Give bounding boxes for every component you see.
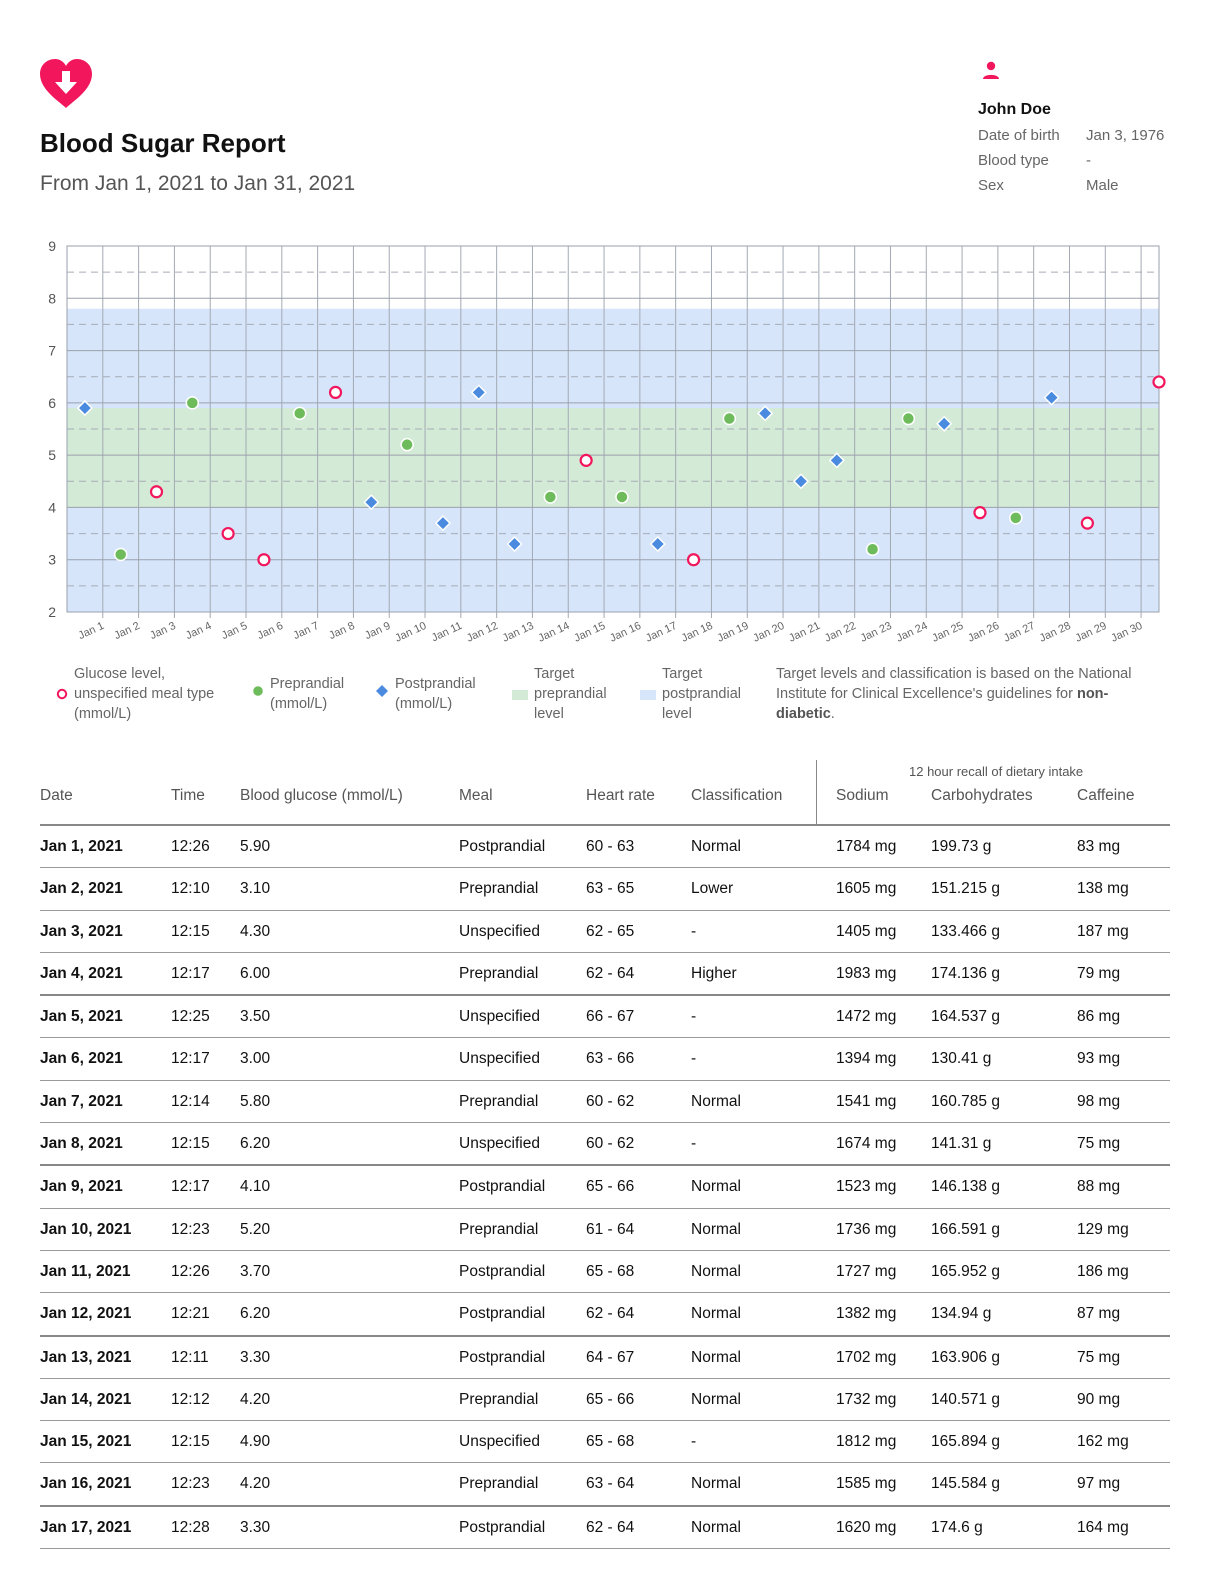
cell-carbohydrates: 145.584 g	[931, 1475, 1000, 1493]
cell-sodium: 1732 mg	[836, 1390, 897, 1408]
x-tick-label: Jan 16	[608, 619, 644, 645]
cell-time: 12:23	[171, 1475, 210, 1493]
x-tick-label: Jan 6	[255, 619, 286, 643]
x-tick-label: Jan 28	[1037, 619, 1073, 645]
preprandial-point	[401, 439, 413, 451]
cell-date: Jan 13, 2021	[40, 1348, 132, 1366]
cell-sodium: 1702 mg	[836, 1348, 897, 1366]
preprandial-point	[115, 548, 127, 560]
table-row	[40, 868, 1170, 910]
cell-sodium: 1674 mg	[836, 1135, 897, 1153]
cell-classification: -	[691, 1135, 697, 1153]
x-tick-label: Jan 25	[930, 619, 966, 645]
unspecified-point	[258, 554, 269, 565]
table-row	[40, 1293, 1170, 1336]
table-row	[40, 953, 1170, 996]
cell-caffeine: 187 mg	[1077, 922, 1129, 940]
cell-time: 12:28	[171, 1518, 210, 1536]
table-row	[40, 1081, 1170, 1123]
col-glucose-header: Blood glucose (mmol/L)	[240, 787, 403, 804]
cell-sodium: 1736 mg	[836, 1220, 897, 1238]
cell-caffeine: 129 mg	[1077, 1220, 1129, 1238]
x-tick-label: Jan 27	[1001, 619, 1037, 645]
legend-unspecified-label: Glucose level, unspecified meal type (mmol/L)	[74, 666, 215, 722]
cell-sodium: 1541 mg	[836, 1092, 897, 1110]
preprandial-point	[616, 491, 628, 503]
y-tick-label: 6	[48, 394, 56, 411]
cell-glucose: 6.00	[240, 964, 271, 982]
cell-time: 12:10	[171, 880, 210, 898]
cell-classification: Normal	[691, 1390, 741, 1408]
preprandial-point	[1010, 512, 1022, 524]
cell-sodium: 1983 mg	[836, 964, 897, 982]
blood-type-value: -	[1086, 152, 1091, 169]
cell-caffeine: 98 mg	[1077, 1092, 1121, 1110]
cell-carbohydrates: 163.906 g	[931, 1348, 1000, 1366]
table-row	[40, 996, 1170, 1038]
cell-glucose: 4.30	[240, 922, 271, 940]
x-tick-label: Jan 23	[858, 619, 894, 645]
cell-date: Jan 8, 2021	[40, 1135, 123, 1153]
col-classification-header: Classification	[691, 787, 783, 804]
patient-info	[978, 60, 1198, 194]
cell-carbohydrates: 174.136 g	[931, 964, 1000, 982]
cell-sodium: 1605 mg	[836, 880, 897, 898]
cell-sodium: 1585 mg	[836, 1475, 897, 1493]
cell-heart-rate: 61 - 64	[586, 1220, 635, 1238]
cell-caffeine: 186 mg	[1077, 1262, 1129, 1280]
table-row	[40, 1421, 1170, 1463]
x-tick-label: Jan 14	[536, 619, 572, 645]
cell-classification: Normal	[691, 1518, 741, 1536]
cell-meal: Unspecified	[459, 1433, 540, 1451]
x-tick-label: Jan 18	[679, 619, 715, 645]
y-tick-label: 2	[48, 604, 56, 620]
cell-classification: Normal	[691, 1220, 741, 1238]
cell-classification: -	[691, 922, 697, 940]
legend-target-postprandial	[640, 664, 760, 724]
table-row	[40, 911, 1170, 953]
cell-carbohydrates: 164.537 g	[931, 1008, 1000, 1026]
cell-carbohydrates: 130.41 g	[931, 1050, 992, 1068]
x-tick-label: Jan 29	[1073, 619, 1109, 645]
cell-heart-rate: 63 - 64	[586, 1475, 635, 1493]
preprandial-point	[723, 413, 735, 425]
col-carbohydrates-header: Carbohydrates	[931, 787, 1033, 804]
target-preprandial-band	[67, 408, 1159, 507]
cell-heart-rate: 60 - 62	[586, 1092, 635, 1110]
col-time-header: Time	[171, 787, 205, 804]
col-caffeine-header: Caffeine	[1077, 787, 1135, 804]
x-tick-label: Jan 7	[291, 619, 321, 643]
unspecified-point	[581, 455, 592, 466]
cell-date: Jan 17, 2021	[40, 1518, 132, 1536]
patient-name: John Doe	[978, 101, 1051, 118]
cell-caffeine: 97 mg	[1077, 1475, 1121, 1493]
cell-meal: Preprandial	[459, 1092, 539, 1110]
cell-classification: Normal	[691, 838, 741, 855]
x-tick-label: Jan 12	[464, 619, 500, 645]
cell-time: 12:11	[171, 1348, 209, 1366]
preprandial-point	[294, 407, 306, 419]
cell-time: 12:25	[171, 1008, 210, 1026]
unspecified-point	[1154, 376, 1165, 387]
patient-sex	[978, 177, 1198, 194]
cell-glucose: 4.20	[240, 1390, 271, 1408]
legend-target-preprandial-label: Target preprandial level	[534, 666, 607, 722]
cell-carbohydrates: 146.138 g	[931, 1178, 1000, 1196]
y-tick-label: 4	[48, 499, 56, 516]
cell-glucose: 3.50	[240, 1008, 271, 1026]
cell-meal: Postprandial	[459, 1262, 546, 1280]
cell-glucose: 5.20	[240, 1220, 271, 1238]
cell-date: Jan 5, 2021	[40, 1008, 123, 1026]
cell-time: 12:12	[171, 1390, 210, 1408]
report-title: Blood Sugar Report	[40, 128, 286, 158]
legend-target-preprandial	[512, 664, 622, 724]
y-tick-label: 5	[48, 447, 56, 464]
guideline-note-emphasis: non-diabetic	[776, 686, 1109, 722]
cell-heart-rate: 63 - 65	[586, 880, 635, 898]
cell-date: Jan 1, 2021	[40, 838, 123, 855]
x-tick-label: Jan 26	[966, 619, 1002, 645]
cell-sodium: 1382 mg	[836, 1305, 897, 1323]
cell-sodium: 1394 mg	[836, 1050, 897, 1068]
x-tick-label: Jan 20	[751, 619, 787, 645]
cell-heart-rate: 65 - 68	[586, 1433, 635, 1451]
cell-heart-rate: 60 - 62	[586, 1135, 635, 1153]
y-tick-label: 9	[48, 238, 56, 254]
cell-classification: Normal	[691, 1475, 741, 1493]
unspecified-point	[1082, 518, 1093, 529]
legend-preprandial	[252, 674, 362, 714]
cell-glucose: 3.00	[240, 1050, 271, 1068]
cell-meal: Preprandial	[459, 1220, 539, 1238]
table-row	[40, 1038, 1170, 1080]
cell-glucose: 3.70	[240, 1262, 271, 1280]
cell-date: Jan 3, 2021	[40, 922, 123, 940]
y-tick-label: 3	[48, 551, 56, 568]
patient-dob	[978, 127, 1198, 144]
x-tick-label: Jan 19	[715, 619, 751, 645]
cell-heart-rate: 62 - 64	[586, 1518, 635, 1536]
cell-classification: Normal	[691, 1092, 741, 1110]
cell-time: 12:21	[171, 1305, 210, 1323]
cell-sodium: 1784 mg	[836, 838, 897, 855]
cell-meal: Postprandial	[459, 1305, 546, 1323]
chart-legend	[0, 660, 1224, 730]
legend-unspecified-marker	[56, 688, 68, 700]
cell-heart-rate: 62 - 64	[586, 964, 635, 982]
sex-value: Male	[1086, 177, 1119, 194]
preprandial-point	[186, 397, 198, 409]
unspecified-point	[151, 486, 162, 497]
table-row	[40, 1337, 1170, 1379]
cell-glucose: 4.20	[240, 1475, 271, 1493]
guideline-note-end: .	[830, 706, 835, 722]
table-row	[40, 1166, 1170, 1208]
cell-meal: Unspecified	[459, 922, 540, 940]
x-tick-label: Jan 2	[112, 619, 142, 643]
legend-preprandial-label: Preprandial (mmol/L)	[270, 676, 345, 712]
x-tick-label: Jan 5	[219, 619, 250, 643]
cell-caffeine: 93 mg	[1077, 1050, 1121, 1068]
cell-meal: Unspecified	[459, 1050, 540, 1068]
preprandial-point	[902, 413, 914, 425]
cell-meal: Preprandial	[459, 880, 539, 898]
unspecified-point	[974, 507, 985, 518]
x-tick-label: Jan 15	[572, 619, 608, 645]
cell-carbohydrates: 140.571 g	[931, 1390, 1000, 1408]
cell-meal: Postprandial	[459, 1518, 546, 1536]
cell-date: Jan 4, 2021	[40, 964, 123, 982]
unspecified-point	[223, 528, 234, 539]
table-row	[40, 1463, 1170, 1506]
cell-date: Jan 9, 2021	[40, 1178, 123, 1196]
cell-glucose: 6.20	[240, 1305, 271, 1323]
cell-caffeine: 75 mg	[1077, 1135, 1121, 1153]
cell-glucose: 5.80	[240, 1092, 271, 1110]
col-heart-rate-header: Heart rate	[586, 787, 655, 804]
table-body	[40, 826, 1170, 1549]
cell-meal: Preprandial	[459, 1390, 539, 1408]
cell-date: Jan 12, 2021	[40, 1305, 132, 1323]
preprandial-point	[544, 491, 556, 503]
cell-date: Jan 6, 2021	[40, 1050, 123, 1068]
cell-time: 12:26	[171, 1262, 210, 1280]
cell-carbohydrates: 151.215 g	[931, 880, 1000, 898]
x-tick-label: Jan 8	[327, 619, 357, 643]
glucose-scatter-chart	[0, 230, 1224, 650]
legend-unspecified	[56, 664, 236, 724]
cell-caffeine: 75 mg	[1077, 1348, 1121, 1366]
x-tick-label: Jan 3	[148, 619, 178, 643]
cell-glucose: 3.30	[240, 1348, 271, 1366]
cell-meal: Postprandial	[459, 1348, 546, 1366]
cell-caffeine: 164 mg	[1077, 1518, 1129, 1536]
cell-glucose: 4.10	[240, 1178, 271, 1196]
x-tick-label: Jan 1	[76, 619, 107, 643]
cell-meal: Postprandial	[459, 1178, 546, 1196]
dob-label: Date of birth	[978, 127, 1060, 144]
cell-glucose: 3.30	[240, 1518, 271, 1536]
y-tick-label: 8	[48, 290, 56, 307]
cell-date: Jan 2, 2021	[40, 880, 123, 898]
dob-value: Jan 3, 1976	[1086, 127, 1165, 144]
cell-sodium: 1405 mg	[836, 922, 897, 940]
legend-target-postprandial-label: Target postprandial level	[662, 666, 741, 722]
cell-sodium: 1727 mg	[836, 1262, 897, 1280]
dietary-recall-label: 12 hour recall of dietary intake	[909, 764, 1084, 779]
cell-meal: Preprandial	[459, 1475, 539, 1493]
legend-postprandial-label: Postprandial (mmol/L)	[395, 676, 476, 712]
cell-meal: Unspecified	[459, 1008, 540, 1026]
cell-date: Jan 11, 2021	[40, 1262, 131, 1280]
legend-target-postprandial-swatch	[640, 690, 656, 700]
cell-carbohydrates: 133.466 g	[931, 922, 1000, 940]
cell-caffeine: 88 mg	[1077, 1178, 1121, 1196]
sex-label: Sex	[978, 177, 1004, 194]
cell-classification: Normal	[691, 1262, 741, 1280]
x-tick-label: Jan 10	[393, 619, 429, 645]
x-tick-label: Jan 21	[787, 619, 823, 645]
cell-date: Jan 15, 2021	[40, 1433, 132, 1451]
cell-heart-rate: 64 - 67	[586, 1348, 635, 1366]
x-tick-label: Jan 4	[184, 619, 214, 643]
cell-classification: Higher	[691, 964, 737, 982]
patient-blood-type	[978, 152, 1198, 169]
cell-sodium: 1620 mg	[836, 1518, 897, 1536]
cell-sodium: 1472 mg	[836, 1008, 897, 1026]
cell-classification: Lower	[691, 880, 734, 898]
guideline-note-text: Target levels and classification is based on the National Institute for Clinical Excellence's guidelines for	[776, 666, 1132, 702]
x-tick-label: Jan 30	[1109, 619, 1145, 645]
cell-classification: Normal	[691, 1348, 741, 1366]
cell-meal: Postprandial	[459, 838, 546, 855]
cell-time: 12:23	[171, 1220, 210, 1238]
cell-classification: -	[691, 1008, 697, 1026]
x-tick-label: Jan 22	[822, 619, 858, 645]
cell-date: Jan 16, 2021	[40, 1475, 132, 1493]
cell-classification: -	[691, 1433, 697, 1451]
cell-carbohydrates: 134.94 g	[931, 1305, 992, 1323]
cell-heart-rate: 65 - 66	[586, 1390, 635, 1408]
cell-time: 12:15	[171, 1135, 210, 1153]
x-tick-label: Jan 13	[500, 619, 536, 645]
legend-preprandial-marker	[252, 685, 264, 697]
col-sodium-header: Sodium	[836, 787, 889, 804]
cell-carbohydrates: 166.591 g	[931, 1220, 1000, 1238]
cell-carbohydrates: 174.6 g	[931, 1518, 983, 1536]
cell-meal: Preprandial	[459, 964, 539, 982]
cell-time: 12:26	[171, 838, 210, 855]
table-row	[40, 1507, 1170, 1549]
cell-carbohydrates: 199.73 g	[931, 838, 992, 855]
preprandial-point	[867, 543, 879, 555]
report-date-range: From Jan 1, 2021 to Jan 31, 2021	[40, 172, 356, 195]
cell-sodium: 1523 mg	[836, 1178, 897, 1196]
cell-time: 12:17	[171, 1050, 210, 1068]
cell-meal: Unspecified	[459, 1135, 540, 1153]
cell-carbohydrates: 165.952 g	[931, 1262, 1000, 1280]
cell-heart-rate: 60 - 63	[586, 838, 635, 855]
cell-date: Jan 14, 2021	[40, 1390, 132, 1408]
cell-sodium: 1812 mg	[836, 1433, 897, 1451]
table-row	[40, 1379, 1170, 1421]
col-meal-header: Meal	[459, 787, 493, 804]
cell-classification: Normal	[691, 1178, 741, 1196]
x-tick-label: Jan 9	[363, 619, 393, 643]
guideline-note	[776, 664, 1156, 724]
cell-carbohydrates: 141.31 g	[931, 1135, 992, 1153]
cell-classification: Normal	[691, 1305, 741, 1323]
cell-date: Jan 7, 2021	[40, 1092, 123, 1110]
cell-time: 12:15	[171, 1433, 210, 1451]
legend-postprandial-marker	[375, 684, 389, 698]
cell-heart-rate: 62 - 65	[586, 922, 635, 940]
cell-classification: -	[691, 1050, 697, 1068]
x-tick-label: Jan 24	[894, 619, 930, 645]
cell-glucose: 5.90	[240, 838, 271, 855]
cell-heart-rate: 66 - 67	[586, 1008, 635, 1026]
cell-caffeine: 138 mg	[1077, 880, 1129, 898]
cell-caffeine: 86 mg	[1077, 1008, 1121, 1026]
cell-heart-rate: 65 - 68	[586, 1262, 635, 1280]
cell-caffeine: 79 mg	[1077, 964, 1121, 982]
table-row	[40, 1123, 1170, 1166]
cell-caffeine: 162 mg	[1077, 1433, 1129, 1451]
cell-time: 12:17	[171, 964, 210, 982]
heart-logo-icon	[38, 58, 94, 110]
cell-heart-rate: 63 - 66	[586, 1050, 635, 1068]
x-tick-label: Jan 11	[429, 619, 465, 645]
cell-glucose: 3.10	[240, 880, 271, 898]
cell-glucose: 4.90	[240, 1433, 271, 1451]
cell-carbohydrates: 160.785 g	[931, 1092, 1000, 1110]
cell-caffeine: 83 mg	[1077, 838, 1121, 855]
cell-carbohydrates: 165.894 g	[931, 1433, 1000, 1451]
cell-time: 12:14	[171, 1092, 210, 1110]
table-row	[40, 1251, 1170, 1293]
person-icon	[980, 60, 1002, 82]
cell-caffeine: 90 mg	[1077, 1390, 1121, 1408]
table-header	[40, 787, 1170, 827]
table-row	[40, 1209, 1170, 1251]
unspecified-point	[688, 554, 699, 565]
col-date-header: Date	[40, 787, 73, 804]
blood-type-label: Blood type	[978, 152, 1049, 169]
cell-date: Jan 10, 2021	[40, 1220, 132, 1238]
unspecified-point	[330, 387, 341, 398]
cell-time: 12:15	[171, 922, 210, 940]
cell-time: 12:17	[171, 1178, 210, 1196]
legend-postprandial	[375, 674, 495, 714]
x-tick-label: Jan 17	[643, 619, 679, 645]
cell-caffeine: 87 mg	[1077, 1305, 1121, 1323]
cell-glucose: 6.20	[240, 1135, 271, 1153]
cell-heart-rate: 62 - 64	[586, 1305, 635, 1323]
cell-heart-rate: 65 - 66	[586, 1178, 635, 1196]
legend-target-preprandial-swatch	[512, 690, 528, 700]
table-row	[40, 826, 1170, 868]
y-tick-label: 7	[48, 342, 56, 359]
